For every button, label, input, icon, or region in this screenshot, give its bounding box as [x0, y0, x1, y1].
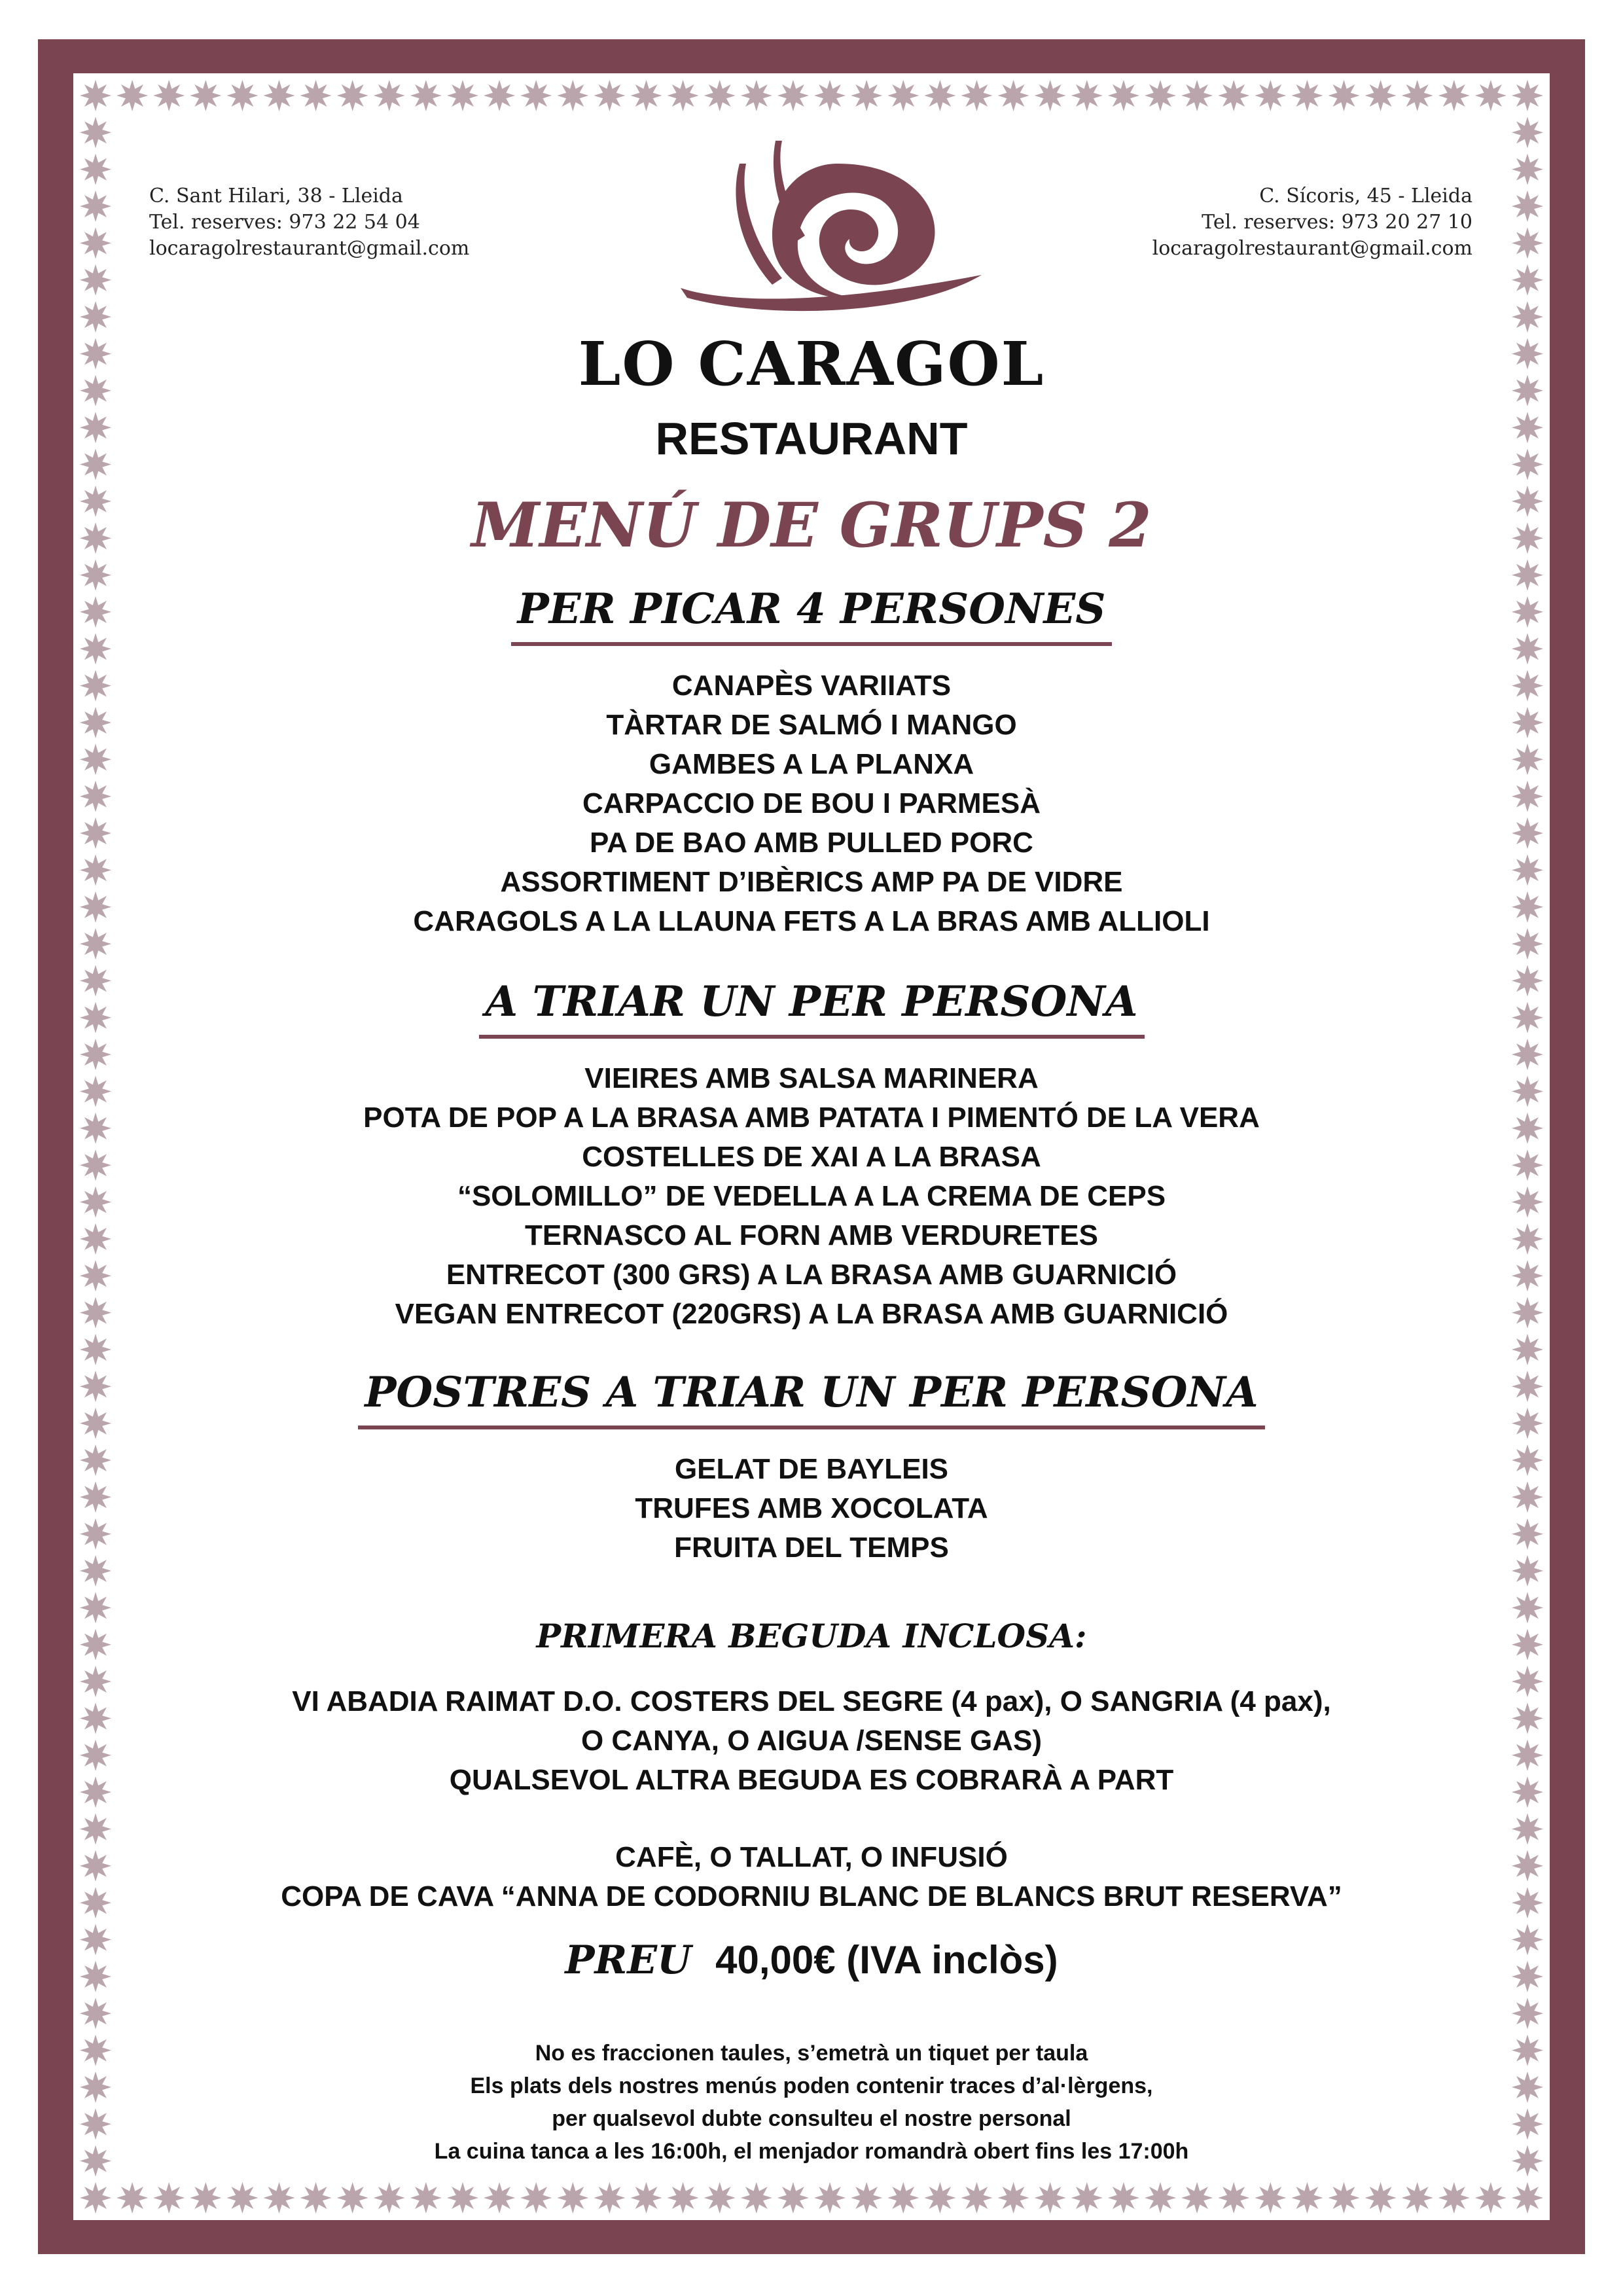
- border-star: [1512, 1039, 1543, 1070]
- border-star: [1512, 1961, 1543, 1992]
- price-value: 40,00€ (IVA inclòs): [715, 1938, 1058, 1982]
- border-star: [80, 1814, 111, 1845]
- border-star: [1512, 1814, 1543, 1845]
- border-star: [80, 154, 111, 185]
- price-label: PREU: [565, 1937, 692, 1983]
- contact-right-address: C. Sícoris, 45 - Lleida: [1259, 185, 1472, 207]
- menu-title: MENÚ DE GRUPS 2: [471, 490, 1152, 562]
- border-star: [80, 1481, 111, 1513]
- border-star: [1512, 1702, 1543, 1734]
- border-star: [1438, 80, 1470, 111]
- border-star: [1512, 80, 1543, 111]
- border-star: [1512, 2182, 1543, 2214]
- border-star: [777, 2182, 809, 2214]
- border-star: [80, 486, 111, 517]
- border-star: [80, 80, 111, 111]
- menu-item: CARPACCIO DE BOU I PARMESÀ: [582, 787, 1041, 819]
- border-star: [80, 596, 111, 628]
- border-star: [116, 80, 148, 111]
- border-star: [520, 2182, 552, 2214]
- section-heading-text: A TRIAR UN PER PERSONA: [479, 978, 1145, 1039]
- border-star: [1291, 2182, 1323, 2214]
- border-star: [594, 80, 625, 111]
- border-star: [741, 80, 772, 111]
- border-star: [410, 80, 442, 111]
- border-star: [484, 2182, 515, 2214]
- border-star: [814, 80, 846, 111]
- border-star: [1512, 744, 1543, 775]
- border-star: [594, 2182, 625, 2214]
- border-star: [447, 80, 478, 111]
- border-star: [557, 2182, 588, 2214]
- border-star: [80, 633, 111, 664]
- border-star: [80, 190, 111, 222]
- border-star: [153, 2182, 185, 2214]
- border-star: [1145, 80, 1176, 111]
- border-star: [1181, 2182, 1213, 2214]
- border-star: [80, 264, 111, 296]
- border-star: [1512, 1518, 1543, 1550]
- border-star: [1512, 1002, 1543, 1033]
- border-star: [264, 2182, 295, 2214]
- border-star: [1512, 670, 1543, 702]
- drink-line: VI ABADIA RAIMAT D.O. COSTERS DEL SEGRE (4 pax), O SANGRIA (4 pax),: [292, 1685, 1331, 1717]
- menu-item: POTA DE POP A LA BRASA AMB PATATA I PIMENTÓ DE LA VERA: [363, 1102, 1260, 1134]
- border-star: [1475, 2182, 1507, 2214]
- border-star: [80, 1887, 111, 1918]
- section-items-starters: [118, 666, 1505, 941]
- border-star: [80, 1408, 111, 1439]
- border-star: [80, 301, 111, 332]
- border-star: [1512, 264, 1543, 296]
- contact-right-email: locaragolrestaurant@gmail.com: [1152, 237, 1472, 260]
- border-star: [226, 2182, 258, 2214]
- snail-icon: [641, 137, 1008, 334]
- border-star: [1512, 1408, 1543, 1439]
- border-star: [1512, 2035, 1543, 2066]
- restaurant-name: LO CARAGOL: [578, 329, 1045, 399]
- border-star: [80, 560, 111, 591]
- border-star: [1512, 1334, 1543, 1365]
- drinks-list: [118, 1682, 1505, 1800]
- border-star: [961, 2182, 993, 2214]
- coffee-line: CAFÈ, O TALLAT, O INFUSIÓ: [615, 1841, 1008, 1873]
- border-star: [924, 80, 955, 111]
- border-star: [1108, 2182, 1139, 2214]
- border-star: [1512, 1924, 1543, 1956]
- contact-left-address: C. Sant Hilari, 38 - Lleida: [149, 185, 403, 207]
- border-star: [924, 2182, 955, 2214]
- border-star: [80, 2182, 111, 2214]
- border-star: [1512, 2145, 1543, 2177]
- menu-item: “SOLOMILLO” DE VEDELLA A LA CREMA DE CEPS: [457, 1180, 1166, 1212]
- border-star: [80, 1149, 111, 1181]
- border-star: [1365, 2182, 1397, 2214]
- menu-item: TRUFES AMB XOCOLATA: [635, 1492, 988, 1524]
- border-star: [1035, 2182, 1066, 2214]
- menu-item: PA DE BAO AMB PULLED PORC: [590, 827, 1033, 859]
- border-star: [80, 1592, 111, 1623]
- border-star: [887, 2182, 919, 2214]
- border-star: [1512, 227, 1543, 259]
- border-star: [1512, 1481, 1543, 1513]
- border-star: [1512, 2072, 1543, 2103]
- border-star: [447, 2182, 478, 2214]
- menu-item: CARAGOLS A LA LLAUNA FETS A LA BRAS AMB ALLIOLI: [413, 905, 1210, 937]
- border-star: [1512, 854, 1543, 886]
- border-star: [264, 80, 295, 111]
- border-star: [1512, 1592, 1543, 1623]
- border-star: [1438, 2182, 1470, 2214]
- border-star: [80, 1850, 111, 1882]
- border-star: [1365, 80, 1397, 111]
- border-star: [80, 1444, 111, 1476]
- border-star: [190, 2182, 221, 2214]
- note-line: Els plats dels nostres menús poden contenir traces d’al·lèrgens,: [470, 2073, 1153, 2098]
- border-star: [777, 80, 809, 111]
- border-star: [1512, 301, 1543, 332]
- border-star: [1402, 2182, 1433, 2214]
- border-star: [998, 80, 1029, 111]
- border-star: [1329, 2182, 1360, 2214]
- section-heading-text: PER PICAR 4 PERSONES: [511, 586, 1113, 646]
- border-star: [80, 1998, 111, 2029]
- border-star: [1512, 1629, 1543, 1660]
- menu-item: COSTELLES DE XAI A LA BRASA: [582, 1141, 1041, 1173]
- border-star: [1512, 1187, 1543, 1218]
- drink-line: O CANYA, O AIGUA /SENSE GAS): [580, 1725, 1043, 1757]
- border-star: [631, 80, 662, 111]
- border-star: [1512, 560, 1543, 591]
- drink-line: QUALSEVOL ALTRA BEGUDA ES COBRARÀ A PART: [449, 1764, 1174, 1796]
- price-line: [118, 1937, 1505, 1983]
- border-star: [80, 1961, 111, 1992]
- border-star: [1512, 154, 1543, 185]
- border-star: [1512, 1444, 1543, 1476]
- border-star: [1512, 1666, 1543, 1697]
- border-star: [1512, 338, 1543, 370]
- section-heading-text: POSTRES A TRIAR UN PER PERSONA: [358, 1369, 1264, 1429]
- border-star: [80, 522, 111, 554]
- border-star: [1512, 1076, 1543, 1107]
- border-star: [961, 80, 993, 111]
- border-star: [190, 80, 221, 111]
- border-star: [1512, 781, 1543, 812]
- border-star: [80, 1555, 111, 1587]
- menu-item: VIEIRES AMB SALSA MARINERA: [584, 1062, 1039, 1094]
- border-star: [80, 1113, 111, 1144]
- section-heading-mains: [118, 978, 1505, 1039]
- border-star: [80, 707, 111, 738]
- border-star: [1512, 1297, 1543, 1329]
- border-star: [80, 781, 111, 812]
- border-star: [1291, 80, 1323, 111]
- border-star: [80, 1740, 111, 1771]
- border-star: [851, 80, 882, 111]
- menu-item: VEGAN ENTRECOT (220GRS) A LA BRASA AMB GUARNICIÓ: [395, 1298, 1228, 1330]
- border-star: [80, 1334, 111, 1365]
- border-star: [1512, 2108, 1543, 2140]
- border-star: [80, 1518, 111, 1550]
- border-star: [1512, 1149, 1543, 1181]
- border-star: [1512, 117, 1543, 148]
- border-star: [337, 80, 368, 111]
- border-star: [1512, 1555, 1543, 1587]
- contact-right-phone: Tel. reserves: 973 20 27 10: [1202, 211, 1472, 234]
- border-star: [1512, 449, 1543, 480]
- border-star: [80, 965, 111, 996]
- border-star: [1512, 928, 1543, 960]
- border-star: [1218, 80, 1249, 111]
- border-star: [80, 2145, 111, 2177]
- border-star: [80, 375, 111, 406]
- border-star: [1255, 80, 1286, 111]
- border-star: [998, 2182, 1029, 2214]
- border-star: [1512, 522, 1543, 554]
- menu-item: TERNASCO AL FORN AMB VERDURETES: [525, 1219, 1098, 1251]
- border-star: [668, 80, 699, 111]
- border-star: [226, 80, 258, 111]
- menu-item: CANAPÈS VARIIATS: [671, 670, 952, 702]
- border-star: [1475, 80, 1507, 111]
- border-star: [80, 854, 111, 886]
- border-star: [80, 1666, 111, 1697]
- border-star: [80, 1223, 111, 1255]
- border-star: [1071, 80, 1103, 111]
- coffee-list: [118, 1838, 1505, 1916]
- border-star: [80, 1187, 111, 1218]
- border-star: [80, 1371, 111, 1402]
- border-star: [80, 412, 111, 443]
- border-star: [1512, 1223, 1543, 1255]
- section-heading-starters: [118, 586, 1505, 646]
- menu-item: ASSORTIMENT D’IBÈRICS AMP PA DE VIDRE: [500, 866, 1123, 898]
- border-star: [1402, 80, 1433, 111]
- border-star: [80, 1076, 111, 1107]
- border-star: [1512, 1113, 1543, 1144]
- border-star: [851, 2182, 882, 2214]
- border-star: [80, 1702, 111, 1734]
- contact-left: [149, 183, 469, 262]
- border-star: [153, 80, 185, 111]
- section-heading-desserts: [118, 1369, 1505, 1429]
- border-star: [80, 117, 111, 148]
- border-star: [520, 80, 552, 111]
- border-star: [887, 80, 919, 111]
- menu-content: [118, 118, 1505, 2173]
- border-star: [1512, 486, 1543, 517]
- border-star: [1071, 2182, 1103, 2214]
- border-star: [300, 2182, 332, 2214]
- border-star: [1512, 891, 1543, 923]
- border-star: [557, 80, 588, 111]
- note-line: No es fraccionen taules, s’emetrà un tiquet per taula: [535, 2041, 1088, 2066]
- border-star: [1108, 80, 1139, 111]
- border-star: [374, 80, 405, 111]
- section-items-desserts: [118, 1450, 1505, 1568]
- border-star: [80, 1924, 111, 1956]
- border-star: [704, 2182, 736, 2214]
- drinks-heading: PRIMERA BEGUDA INCLOSA:: [536, 1617, 1087, 1655]
- note-line: La cuina tanca a les 16:00h, el menjador romandrà obert fins les 17:00h: [434, 2139, 1189, 2164]
- border-star: [80, 2072, 111, 2103]
- section-items-mains: [118, 1059, 1505, 1334]
- border-star: [116, 2182, 148, 2214]
- coffee-line: COPA DE CAVA “ANNA DE CODORNIU BLANC DE BLANCS BRUT RESERVA”: [281, 1880, 1342, 1912]
- border-star: [80, 1629, 111, 1660]
- border-star: [814, 2182, 846, 2214]
- border-star: [1512, 1260, 1543, 1291]
- menu-item: GELAT DE BAYLEIS: [674, 1453, 949, 1485]
- border-star: [1329, 80, 1360, 111]
- border-star: [484, 80, 515, 111]
- border-star: [300, 80, 332, 111]
- menu-item: ENTRECOT (300 GRS) A LA BRASA AMB GUARNICIÓ: [446, 1259, 1177, 1291]
- border-star: [80, 227, 111, 259]
- border-star: [80, 449, 111, 480]
- contact-right: [1152, 183, 1472, 262]
- border-star: [1512, 1850, 1543, 1882]
- border-star: [1145, 2182, 1176, 2214]
- border-star: [1512, 1887, 1543, 1918]
- menu-item: FRUITA DEL TEMPS: [674, 1532, 949, 1564]
- border-star: [704, 80, 736, 111]
- border-star: [80, 670, 111, 702]
- restaurant-subtitle: RESTAURANT: [655, 413, 968, 464]
- border-star: [80, 928, 111, 960]
- border-star: [1512, 633, 1543, 664]
- border-star: [374, 2182, 405, 2214]
- menu-item: GAMBES A LA PLANXA: [649, 748, 974, 780]
- border-star: [80, 1776, 111, 1808]
- border-star: [1512, 707, 1543, 738]
- border-star: [1512, 1740, 1543, 1771]
- border-star: [80, 817, 111, 849]
- border-star: [1512, 596, 1543, 628]
- menu-item: TÀRTAR DE SALMÓ I MANGO: [606, 709, 1017, 741]
- border-star: [1255, 2182, 1286, 2214]
- border-star: [1512, 817, 1543, 849]
- border-star: [80, 338, 111, 370]
- contact-left-phone: Tel. reserves: 973 22 54 04: [149, 211, 420, 234]
- border-star: [1035, 80, 1066, 111]
- border-star: [80, 1039, 111, 1070]
- border-star: [668, 2182, 699, 2214]
- border-star: [741, 2182, 772, 2214]
- border-star: [410, 2182, 442, 2214]
- note-line: per qualsevol dubte consulteu el nostre personal: [552, 2106, 1071, 2131]
- border-star: [80, 891, 111, 923]
- border-star: [80, 1002, 111, 1033]
- border-star: [1512, 965, 1543, 996]
- border-star: [1218, 2182, 1249, 2214]
- border-star: [80, 1260, 111, 1291]
- contact-left-email: locaragolrestaurant@gmail.com: [149, 237, 470, 260]
- border-star: [337, 2182, 368, 2214]
- border-star: [80, 2035, 111, 2066]
- border-star: [1181, 80, 1213, 111]
- border-star: [80, 2108, 111, 2140]
- footer-notes: [118, 2037, 1505, 2168]
- border-star: [80, 1297, 111, 1329]
- border-star: [1512, 412, 1543, 443]
- border-star: [1512, 1776, 1543, 1808]
- border-star: [80, 744, 111, 775]
- border-star: [631, 2182, 662, 2214]
- border-star: [1512, 1371, 1543, 1402]
- border-star: [1512, 190, 1543, 222]
- border-star: [1512, 1998, 1543, 2029]
- border-star: [1512, 375, 1543, 406]
